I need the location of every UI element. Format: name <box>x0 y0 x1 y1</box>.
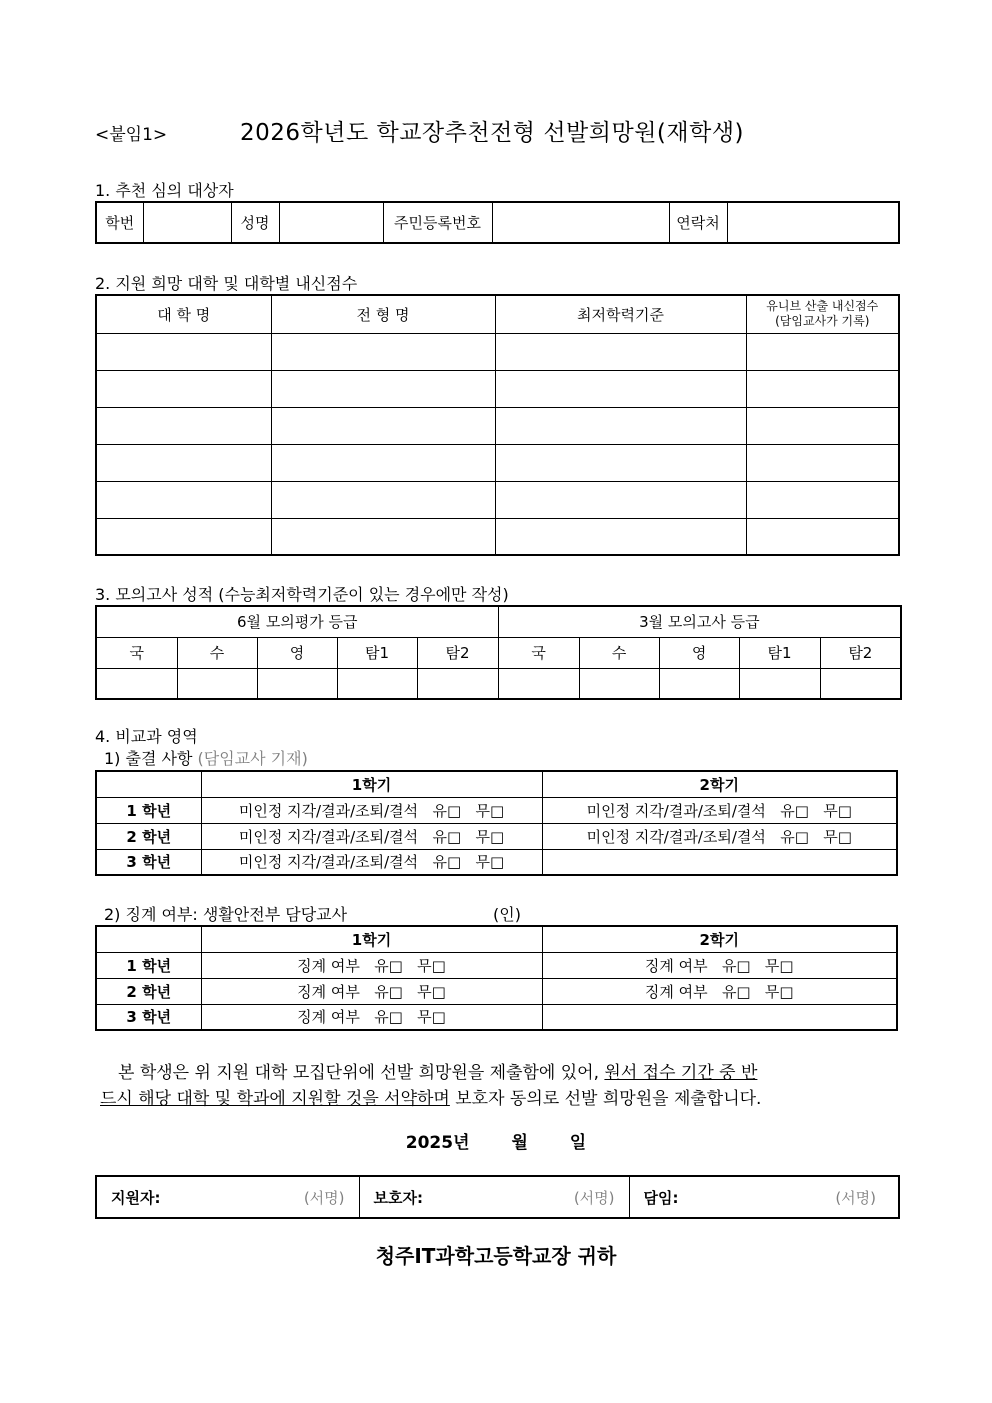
student-id-label: 학번 <box>96 202 143 243</box>
no-checkbox[interactable]: 무□ <box>417 982 446 1001</box>
contact-field[interactable] <box>727 202 899 243</box>
yes-checkbox[interactable]: 유□ <box>432 827 462 846</box>
discipline-cell <box>542 952 897 978</box>
subject-math: 수 <box>579 637 659 668</box>
corner-cell <box>96 771 201 797</box>
grade-cell[interactable] <box>177 668 257 699</box>
attendance-cell <box>201 823 542 849</box>
page-title: 2026학년도 학교장추천전형 선발희망원(재학생) <box>240 120 745 146</box>
attendance-item: 미인정 지각/결과/조퇴/결석 <box>238 853 419 872</box>
discipline-heading <box>104 902 347 925</box>
no-checkbox[interactable]: 무□ <box>823 827 852 846</box>
contact-label: 연락처 <box>669 202 727 243</box>
name-label: 성명 <box>231 202 279 243</box>
resident-number-field[interactable] <box>492 202 669 243</box>
score-cell[interactable] <box>746 481 899 518</box>
discipline-item: 징계 여부 <box>297 982 360 1001</box>
date-month: 월 <box>511 1133 528 1153</box>
attendance-title: 1) 출결 사항 <box>104 749 193 768</box>
yes-checkbox[interactable]: 유□ <box>432 853 462 872</box>
grade-cell[interactable] <box>257 668 337 699</box>
admission-cell[interactable] <box>271 333 495 370</box>
section2-heading: 2. 지원 희망 대학 및 대학별 내신점수 <box>95 274 358 293</box>
empty-cell <box>542 1004 897 1030</box>
yes-checkbox[interactable]: 유□ <box>721 956 751 975</box>
discipline-cell <box>201 952 542 978</box>
no-checkbox[interactable]: 무□ <box>417 956 446 975</box>
attendance-item: 미인정 지각/결과/조퇴/결석 <box>238 801 419 820</box>
grade-cell[interactable] <box>337 668 417 699</box>
resident-number-label: 주민등록번호 <box>383 202 492 243</box>
attendance-heading <box>104 746 308 769</box>
grade3-label: 3 학년 <box>96 849 201 875</box>
col-grade-score-line2: (담임교사가 기록) <box>775 314 870 329</box>
guardian-sign-mark: (서명) <box>573 1188 615 1207</box>
grade1-label: 1 학년 <box>96 952 201 978</box>
discipline-item: 징계 여부 <box>644 982 708 1001</box>
section3-heading: 3. 모의고사 성적 (수능최저학력기준이 있는 경우에만 작성) <box>95 585 509 604</box>
attachment-label: <붙임1> <box>95 125 168 145</box>
no-checkbox[interactable]: 무□ <box>417 1008 446 1027</box>
yes-checkbox[interactable]: 유□ <box>432 801 462 820</box>
discipline-table <box>95 925 898 1031</box>
attendance-cell <box>201 849 542 875</box>
yes-checkbox[interactable]: 유□ <box>374 956 403 975</box>
attendance-cell <box>201 797 542 823</box>
applicant-signature[interactable] <box>96 1176 359 1218</box>
score-cell[interactable] <box>746 518 899 555</box>
no-checkbox[interactable]: 무□ <box>764 982 794 1001</box>
semester1-header: 1학기 <box>201 926 542 952</box>
grade2-label: 2 학년 <box>96 823 201 849</box>
minimum-cell[interactable] <box>495 333 746 370</box>
score-cell[interactable] <box>746 444 899 481</box>
attendance-cell <box>542 797 897 823</box>
date-day: 일 <box>569 1133 587 1153</box>
col-grade-score <box>746 295 899 333</box>
no-checkbox[interactable]: 무□ <box>475 827 505 846</box>
pledge-text <box>100 1060 900 1112</box>
teacher-label: 담임: <box>643 1188 679 1207</box>
teacher-sign-mark: (서명) <box>835 1188 876 1207</box>
addressee: 청주IT과학고등학교장 귀하 <box>375 1244 617 1268</box>
grade-cell[interactable] <box>579 668 659 699</box>
submission-date <box>0 1128 992 1153</box>
grade2-label: 2 학년 <box>96 978 201 1004</box>
grade-cell[interactable] <box>417 668 498 699</box>
discipline-cell <box>201 1004 542 1030</box>
attendance-cell <box>542 823 897 849</box>
yes-checkbox[interactable]: 유□ <box>780 801 809 820</box>
subject-inquiry2: 탐2 <box>417 637 498 668</box>
pledge-part1: 본 학생은 위 지원 대학 모집단위에 선발 희망원을 제출함에 있어, <box>118 1063 605 1083</box>
admission-cell[interactable] <box>271 370 495 407</box>
guardian-label: 보호자: <box>373 1188 423 1207</box>
col-minimum-standard: 최저학력기준 <box>495 295 746 333</box>
no-checkbox[interactable]: 무□ <box>475 801 505 820</box>
grade-cell[interactable] <box>659 668 739 699</box>
subject-inquiry2: 탐2 <box>820 637 901 668</box>
admission-cell[interactable] <box>271 444 495 481</box>
discipline-cell <box>542 978 897 1004</box>
attendance-table <box>95 770 898 876</box>
discipline-title: 2) 징계 여부: 생활안전부 담당교사 <box>104 905 348 924</box>
teacher-signature[interactable] <box>629 1176 899 1218</box>
grade-cell[interactable] <box>498 668 579 699</box>
admission-cell[interactable] <box>271 407 495 444</box>
pledge-line1 <box>100 1060 900 1086</box>
student-id-field[interactable] <box>143 202 231 243</box>
applicant-label: 지원자: <box>111 1188 161 1207</box>
yes-checkbox[interactable]: 유□ <box>721 982 751 1001</box>
university-table <box>95 294 900 556</box>
attendance-item: 미인정 지각/결과/조퇴/결석 <box>586 801 766 820</box>
empty-cell <box>542 849 897 875</box>
name-field[interactable] <box>279 202 383 243</box>
discipline-item: 징계 여부 <box>644 956 708 975</box>
discipline-cell <box>201 978 542 1004</box>
subject-inquiry1: 탐1 <box>337 637 417 668</box>
no-checkbox[interactable]: 무□ <box>823 801 852 820</box>
semester1-header: 1학기 <box>201 771 542 797</box>
subject-inquiry1: 탐1 <box>739 637 820 668</box>
minimum-cell[interactable] <box>495 444 746 481</box>
semester2-header: 2학기 <box>542 926 897 952</box>
minimum-cell[interactable] <box>495 407 746 444</box>
subject-korean: 국 <box>96 637 177 668</box>
mock-exam-table <box>95 605 902 700</box>
subject-korean: 국 <box>498 637 579 668</box>
guardian-signature[interactable] <box>359 1176 629 1218</box>
pledge-part4: 보호자 동의로 선발 희망원을 제출합니다. <box>449 1089 762 1109</box>
col-admission-type: 전 형 명 <box>271 295 495 333</box>
applicant-sign-mark: (서명) <box>303 1188 345 1207</box>
university-cell[interactable] <box>96 333 271 370</box>
yes-checkbox[interactable]: 유□ <box>374 982 403 1001</box>
university-cell[interactable] <box>96 370 271 407</box>
university-cell[interactable] <box>96 481 271 518</box>
university-cell[interactable] <box>96 444 271 481</box>
attendance-note: (담임교사 기재) <box>197 749 308 768</box>
col-grade-score-line1: 유니브 산출 내신점수 <box>766 299 879 314</box>
section4-heading: 4. 비교과 영역 <box>95 727 198 746</box>
grade3-label: 3 학년 <box>96 1004 201 1030</box>
pledge-line2 <box>100 1086 900 1112</box>
subject-english: 영 <box>659 637 739 668</box>
minimum-cell[interactable] <box>495 370 746 407</box>
applicant-info-table <box>95 201 900 244</box>
semester2-header: 2학기 <box>542 771 897 797</box>
section1-heading: 1. 추천 심의 대상자 <box>95 181 234 200</box>
pledge-part2: 원서 접수 기간 중 반 <box>604 1063 758 1083</box>
grade-cell[interactable] <box>96 668 177 699</box>
score-cell[interactable] <box>746 407 899 444</box>
admission-cell[interactable] <box>271 481 495 518</box>
march-exam-header: 3월 모의고사 등급 <box>498 606 901 637</box>
discipline-item: 징계 여부 <box>297 956 360 975</box>
yes-checkbox[interactable]: 유□ <box>780 827 809 846</box>
grade1-label: 1 학년 <box>96 797 201 823</box>
grade-cell[interactable] <box>739 668 820 699</box>
date-year: 2025년 <box>405 1133 470 1153</box>
grade-cell[interactable] <box>820 668 901 699</box>
signature-table <box>95 1175 900 1219</box>
june-exam-header: 6월 모의평가 등급 <box>96 606 498 637</box>
minimum-cell[interactable] <box>495 518 746 555</box>
university-cell[interactable] <box>96 407 271 444</box>
no-checkbox[interactable]: 무□ <box>764 956 794 975</box>
attendance-item: 미인정 지각/결과/조퇴/결석 <box>586 827 766 846</box>
subject-english: 영 <box>257 637 337 668</box>
university-cell[interactable] <box>96 518 271 555</box>
minimum-cell[interactable] <box>495 481 746 518</box>
admission-cell[interactable] <box>271 518 495 555</box>
yes-checkbox[interactable]: 유□ <box>374 1008 403 1027</box>
col-university: 대 학 명 <box>96 295 271 333</box>
score-cell[interactable] <box>746 333 899 370</box>
seal-mark: (인) <box>493 905 521 924</box>
pledge-part3: 드시 해당 대학 및 학과에 지원할 것을 서약하며 <box>100 1089 450 1109</box>
discipline-item: 징계 여부 <box>297 1008 360 1027</box>
subject-math: 수 <box>177 637 257 668</box>
no-checkbox[interactable]: 무□ <box>475 853 505 872</box>
attendance-item: 미인정 지각/결과/조퇴/결석 <box>238 827 419 846</box>
corner-cell <box>96 926 201 952</box>
score-cell[interactable] <box>746 370 899 407</box>
